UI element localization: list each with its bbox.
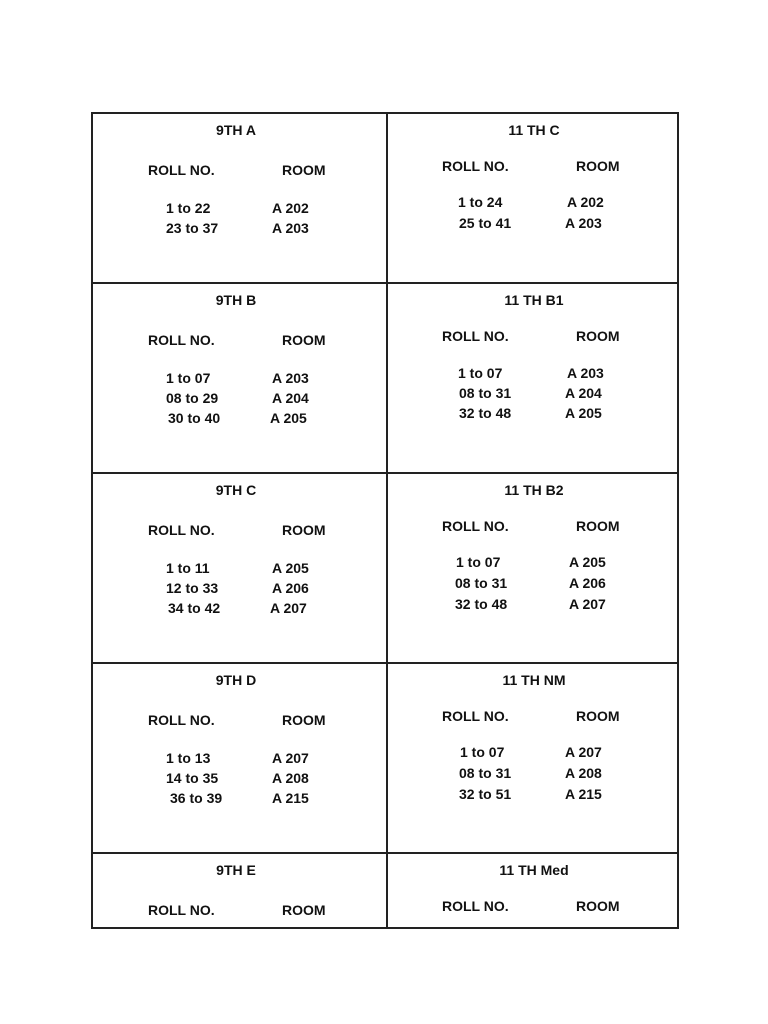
room-number: A 208	[565, 765, 602, 781]
roll-no-header: ROLL NO.	[148, 332, 215, 348]
roll-no-header: ROLL NO.	[148, 522, 215, 538]
roll-range: 32 to 48	[459, 405, 512, 421]
room-number: A 203	[272, 220, 309, 236]
roll-range: 25 to 41	[459, 215, 512, 231]
roll-range: 23 to 37	[166, 220, 219, 236]
room-number: A 208	[272, 770, 309, 786]
room-number: A 203	[567, 365, 604, 381]
roll-range: 1 to 07	[456, 554, 501, 570]
roll-range: 08 to 31	[459, 765, 512, 781]
roll-range: 32 to 51	[459, 786, 512, 802]
roll-no-header: ROLL NO.	[148, 902, 215, 918]
class-title: 11 TH NM	[502, 672, 566, 688]
roll-range: 30 to 40	[168, 410, 221, 426]
roll-no-header: ROLL NO.	[442, 708, 509, 724]
class-title: 11 TH C	[508, 122, 560, 138]
roll-no-header: ROLL NO.	[148, 712, 215, 728]
roll-range: 1 to 11	[166, 560, 210, 576]
class-title: 9TH E	[216, 862, 256, 878]
roll-range: 08 to 29	[166, 390, 219, 406]
room-number: A 205	[270, 410, 307, 426]
row-divider	[93, 282, 677, 284]
room-number: A 205	[565, 405, 602, 421]
room-number: A 215	[565, 786, 602, 802]
roll-no-header: ROLL NO.	[442, 328, 509, 344]
roll-range: 32 to 48	[455, 596, 508, 612]
roll-range: 1 to 24	[458, 194, 503, 210]
room-allocation-table	[91, 112, 679, 929]
roll-range: 12 to 33	[166, 580, 219, 596]
row-divider	[93, 472, 677, 474]
room-number: A 203	[272, 370, 309, 386]
roll-range: 1 to 07	[458, 365, 503, 381]
room-header: ROOM	[576, 158, 620, 174]
room-number: A 207	[272, 750, 309, 766]
room-header: ROOM	[576, 898, 620, 914]
class-title: 9TH D	[215, 672, 257, 688]
room-header: ROOM	[282, 522, 326, 538]
row-divider	[93, 852, 677, 854]
roll-no-header: ROLL NO.	[442, 518, 509, 534]
roll-no-header: ROLL NO.	[442, 898, 509, 914]
class-title: 11 TH Med	[499, 862, 569, 878]
roll-range: 36 to 39	[170, 790, 223, 806]
class-title: 11 TH B1	[504, 292, 564, 308]
class-title: 9TH B	[215, 292, 257, 308]
room-number: A 204	[565, 385, 602, 401]
room-number: A 206	[272, 580, 309, 596]
room-number: A 203	[565, 215, 602, 231]
room-header: ROOM	[576, 328, 620, 344]
room-number: A 202	[567, 194, 604, 210]
roll-range: 1 to 22	[166, 200, 211, 216]
roll-range: 1 to 07	[460, 744, 505, 760]
room-header: ROOM	[282, 332, 326, 348]
room-number: A 205	[569, 554, 606, 570]
room-number: A 204	[272, 390, 309, 406]
room-number: A 205	[272, 560, 309, 576]
column-divider	[386, 114, 388, 927]
room-header: ROOM	[282, 162, 326, 178]
roll-no-header: ROLL NO.	[148, 162, 215, 178]
room-number: A 202	[272, 200, 309, 216]
roll-range: 08 to 31	[459, 385, 512, 401]
class-title: 11 TH B2	[504, 482, 564, 498]
room-header: ROOM	[576, 708, 620, 724]
room-number: A 207	[270, 600, 307, 616]
class-title: 9TH C	[215, 482, 257, 498]
room-number: A 207	[569, 596, 606, 612]
room-header: ROOM	[282, 902, 326, 918]
class-title: 9TH A	[216, 122, 256, 138]
roll-range: 08 to 31	[455, 575, 508, 591]
roll-range: 34 to 42	[168, 600, 221, 616]
row-divider	[93, 662, 677, 664]
roll-range: 14 to 35	[166, 770, 219, 786]
room-number: A 207	[565, 744, 602, 760]
room-header: ROOM	[576, 518, 620, 534]
roll-range: 1 to 13	[166, 750, 211, 766]
roll-range: 1 to 07	[166, 370, 211, 386]
room-number: A 206	[569, 575, 606, 591]
room-number: A 215	[272, 790, 309, 806]
room-header: ROOM	[282, 712, 326, 728]
roll-no-header: ROLL NO.	[442, 158, 509, 174]
